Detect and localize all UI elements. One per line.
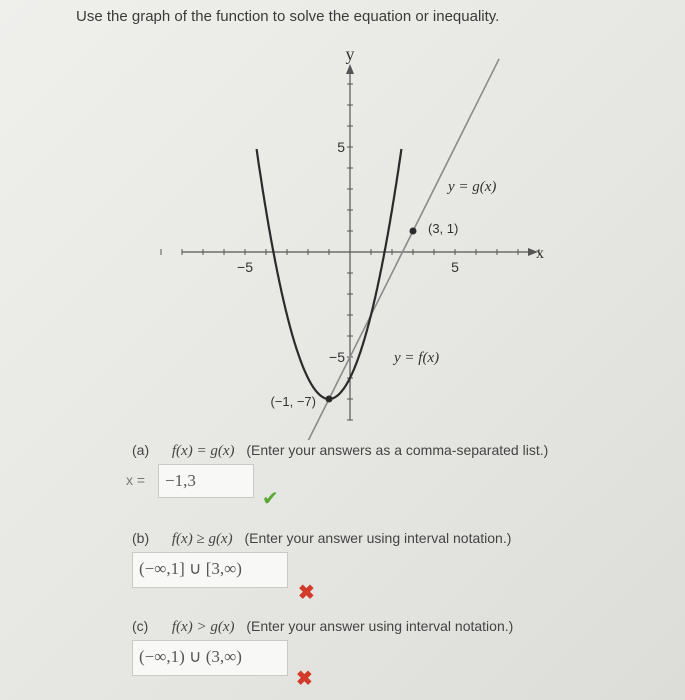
- part-b-row: [132, 530, 511, 548]
- intersection-point: [410, 228, 417, 235]
- part-a-answer-field[interactable]: [158, 464, 254, 498]
- part-a-prefix: x =: [126, 472, 146, 488]
- x-axis-label: x: [536, 245, 544, 262]
- part-a-hint: (Enter your answers as a comma-separated list.): [246, 442, 549, 458]
- part-c-answer-field[interactable]: [132, 640, 288, 676]
- y-axis-label: y: [345, 44, 355, 64]
- part-c-question: f(x) > g(x): [171, 619, 235, 635]
- part-b-answer-field[interactable]: [132, 552, 288, 588]
- y-tick-label-5: 5: [337, 139, 345, 155]
- wrong-x-icon: ✖: [296, 668, 313, 690]
- part-b-label: (b): [132, 530, 150, 546]
- part-b-hint: (Enter your answer using interval notation.): [244, 530, 512, 546]
- g-curve-label: y = g(x): [448, 179, 497, 195]
- intersection-point-label: (3, 1): [428, 221, 459, 236]
- part-c-label: (c): [132, 618, 149, 634]
- part-b-question: f(x) ≥ g(x): [171, 531, 233, 547]
- wrong-x-icon: ✖: [298, 582, 315, 604]
- x-tick-label-neg5: −5: [237, 259, 253, 275]
- check-icon: ✔: [262, 488, 279, 510]
- f-curve-label: y = f(x): [394, 350, 440, 366]
- part-a-answer-value: −1,3: [165, 471, 196, 490]
- part-a-question: f(x) = g(x): [171, 443, 235, 459]
- axes: [161, 64, 539, 420]
- series-g-line: [306, 59, 499, 440]
- part-c-row: [132, 618, 513, 636]
- part-c-hint: (Enter your answer using interval notation.): [246, 618, 514, 634]
- question-prompt: Use the graph of the function to solve the equation or inequality.: [76, 8, 500, 25]
- vertex-point: [326, 396, 333, 403]
- part-c-answer-value: (−∞,1) ∪ (3,∞): [139, 647, 242, 666]
- part-b-answer-value: (−∞,1] ∪ [3,∞): [139, 559, 242, 578]
- x-tick-label-5: 5: [451, 259, 459, 275]
- part-a-label: (a): [132, 442, 150, 458]
- y-axis-arrow: [346, 64, 354, 74]
- vertex-point-label: (−1, −7): [270, 394, 316, 409]
- curves: [257, 59, 500, 440]
- part-a-row: [132, 442, 548, 460]
- y-tick-label-neg5: −5: [329, 349, 345, 365]
